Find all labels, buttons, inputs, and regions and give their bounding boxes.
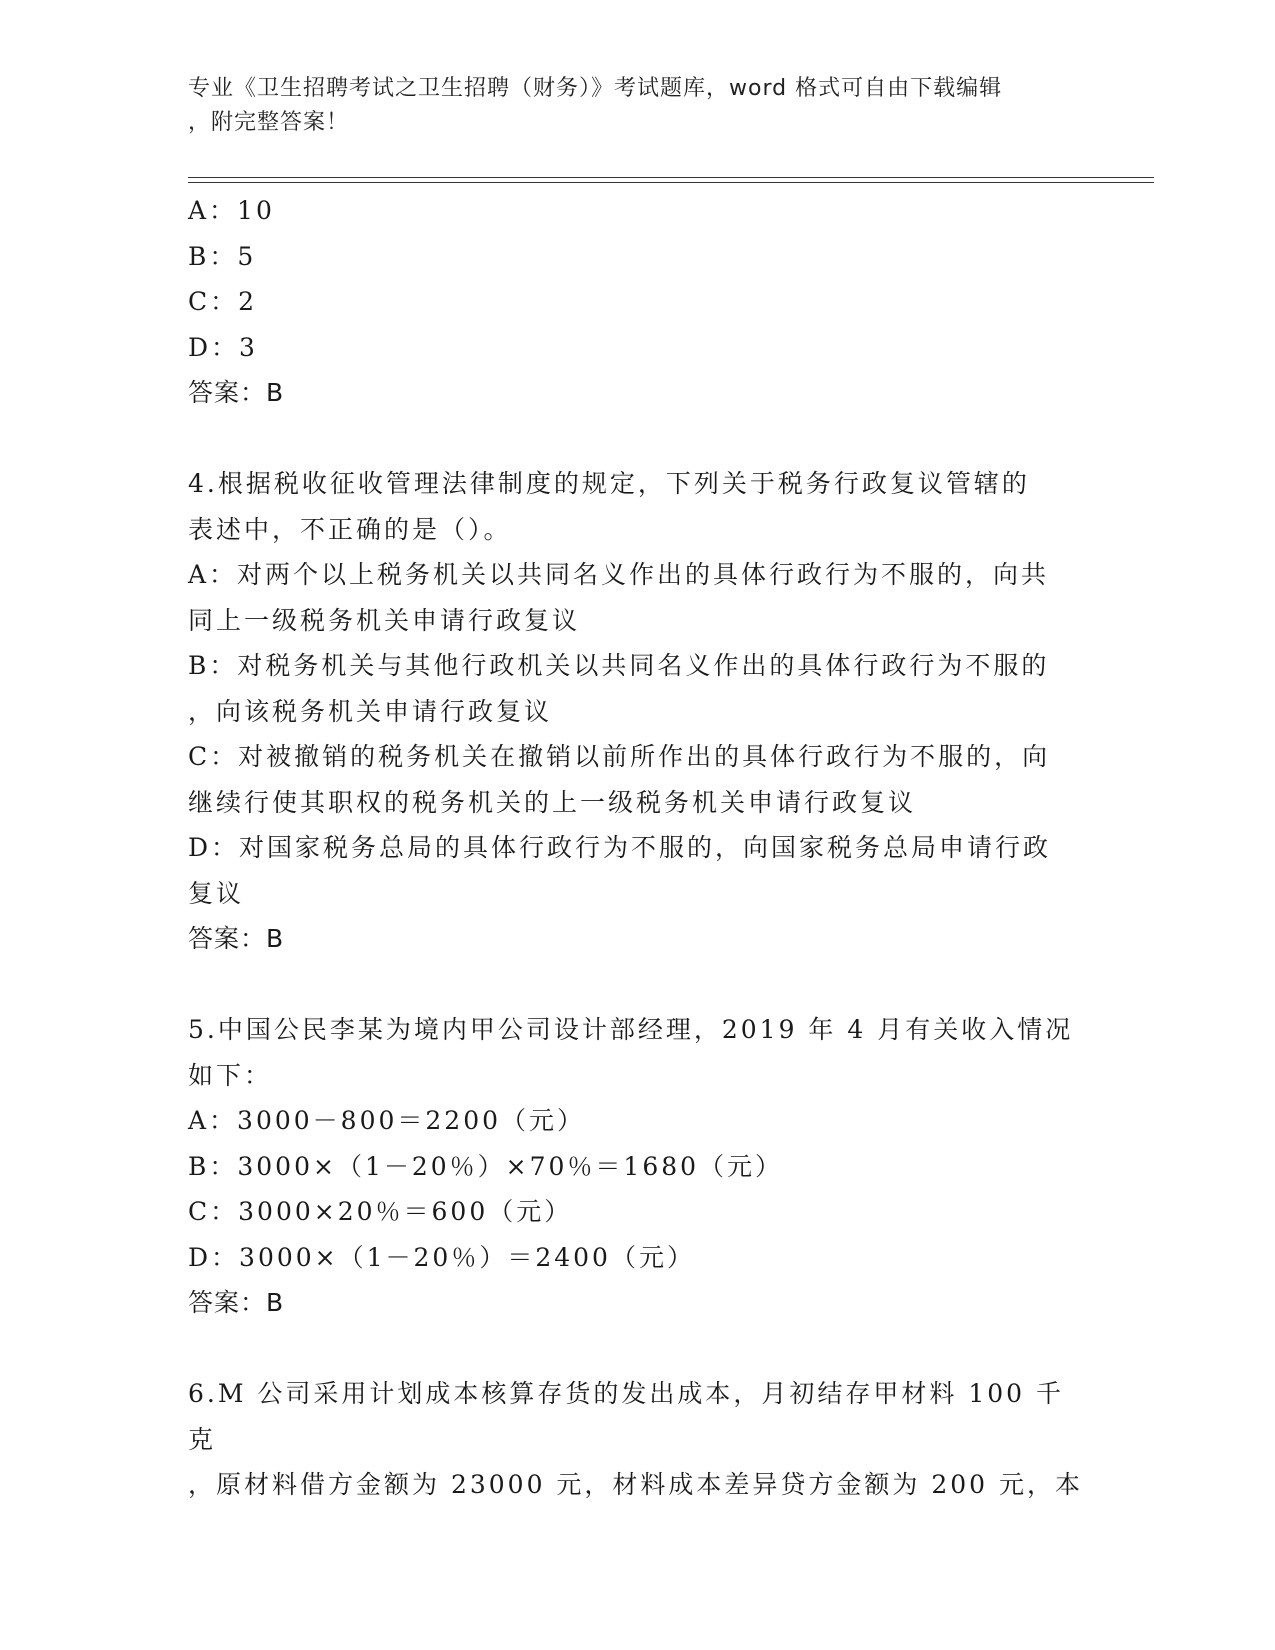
- header-line-2: ，附完整答案！: [188, 110, 350, 135]
- option-c: C：3000×20％＝600（元）: [188, 1197, 573, 1226]
- option-d: D：3000×（1－20％）＝2400（元）: [188, 1242, 695, 1272]
- option-a-cont: 同上一级税务机关申请行政复议: [188, 605, 581, 635]
- question-stem-line: 如下：: [188, 1060, 273, 1090]
- option-c: C：对被撤销的税务机关在撤销以前所作出的具体行政行为不服的，向: [188, 742, 1051, 771]
- option-a: A：对两个以上税务机关以共同名义作出的具体行政行为不服的，向共: [188, 560, 1050, 589]
- question-stem-line: 表述中，不正确的是（）。: [188, 514, 512, 544]
- spacer: [188, 416, 1088, 461]
- question-stem-line: ，原材料借方金额为 23000 元，材料成本差异贷方金额为 200 元，本: [188, 1470, 1084, 1499]
- header-line-1: 专业《卫生招聘考试之卫生招聘（财务）》考试题库，word 格式可自由下载编辑: [188, 76, 1003, 101]
- question-3: [188, 188, 1088, 416]
- option-a: A：3000－800＝2200（元）: [188, 1106, 586, 1135]
- spacer: [188, 1326, 1088, 1371]
- document-header: [188, 72, 1068, 140]
- option-b-cont: ，向该税务机关申请行政复议: [188, 696, 553, 726]
- option-b: B：3000×（1－20％）×70％＝1680（元）: [188, 1151, 784, 1181]
- option-c: C：2: [188, 287, 258, 316]
- question-5: [188, 1007, 1088, 1326]
- answer: 答案：B: [188, 378, 285, 407]
- option-d-cont: 复议: [188, 878, 245, 908]
- question-6: [188, 1371, 1088, 1508]
- header-divider: [188, 177, 1154, 183]
- option-d: D：3: [188, 332, 258, 362]
- option-a: A：10: [188, 196, 275, 225]
- spacer: [188, 962, 1088, 1007]
- option-d: D：对国家税务总局的具体行政行为不服的，向国家税务总局申请行政: [188, 833, 1052, 862]
- answer: 答案：B: [188, 1288, 285, 1317]
- question-stem-line: 6.M 公司采用计划成本核算存货的发出成本，月初结存甲材料 100 千克: [188, 1379, 1065, 1454]
- option-c-cont: 继续行使其职权的税务机关的上一级税务机关申请行政复议: [188, 787, 917, 817]
- answer: 答案：B: [188, 924, 285, 953]
- question-4: [188, 461, 1088, 962]
- option-b: B：对税务机关与其他行政机关以共同名义作出的具体行政行为不服的: [188, 651, 1050, 680]
- question-stem-line: 4.根据税收征收管理法律制度的规定，下列关于税务行政复议管辖的: [188, 469, 1030, 498]
- question-list: [188, 188, 1088, 1508]
- question-stem-line: 5.中国公民李某为境内甲公司设计部经理，2019 年 4 月有关收入情况: [188, 1015, 1074, 1044]
- option-b: B：5: [188, 241, 257, 271]
